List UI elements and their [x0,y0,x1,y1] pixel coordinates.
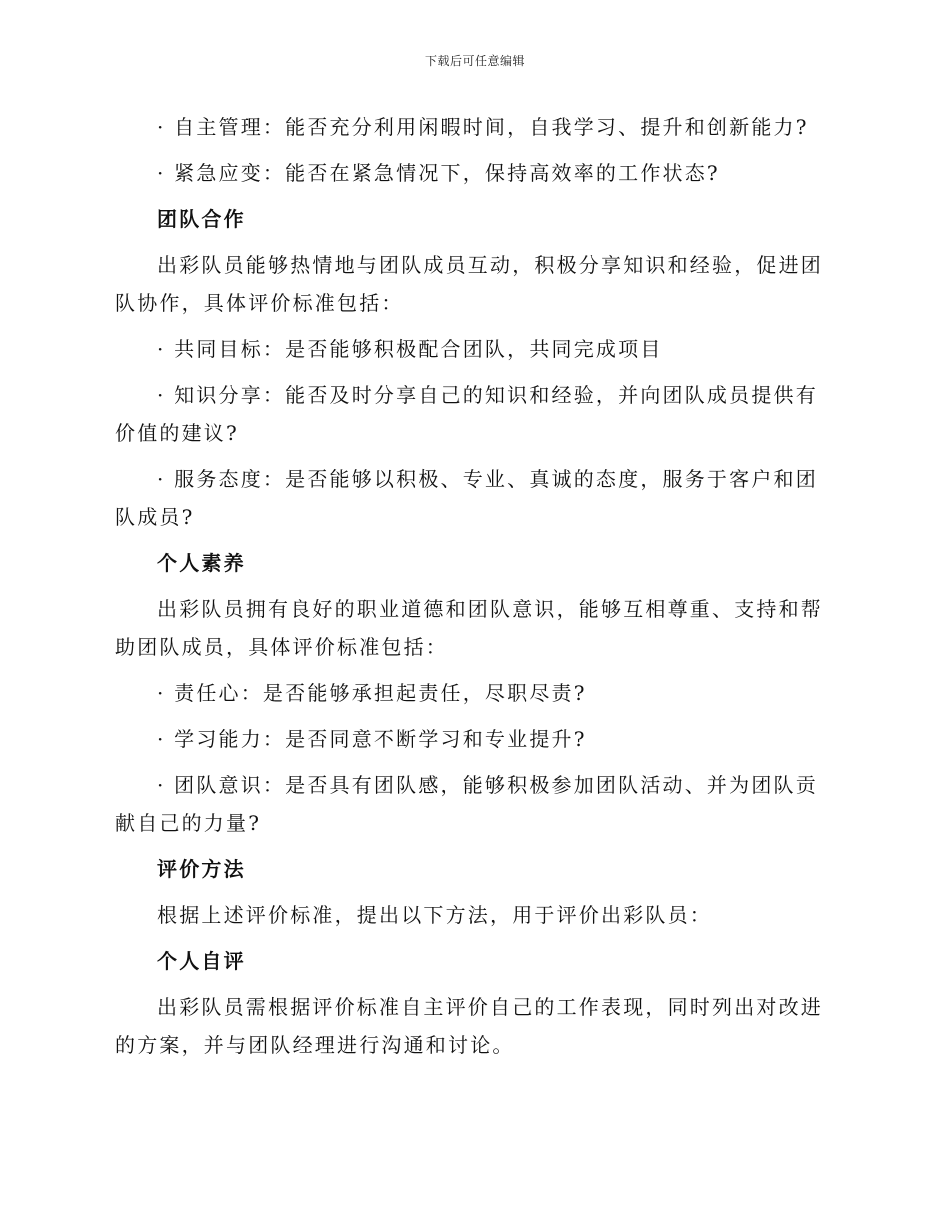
paragraph-self-evaluation: 出彩队员需根据评价标准自主评价自己的工作表现，同时列出对改进的方案，并与团队经理进行沟通和讨论。 [115,995,823,1057]
section-heading-personal-quality: 个人素养 [157,551,246,575]
paragraph-personal-quality-intro: 出彩队员拥有良好的职业道德和团队意识，能够互相尊重、支持和帮助团队成员，具体评价标准包括： [115,597,823,659]
bullet-responsibility: · 责任心：是否能够承担起责任，尽职尽责? [157,681,587,705]
paragraph-evaluation-method: 根据上述评价标准，提出以下方法，用于评价出彩队员： [157,903,712,927]
document-body [115,108,830,1072]
bullet-knowledge-sharing: · 知识分享：能否及时分享自己的知识和经验，并向团队成员提供有价值的建议? [115,383,818,445]
section-heading-evaluation-method: 评价方法 [157,857,246,881]
section-heading-self-evaluation: 个人自评 [157,949,246,973]
bullet-common-goal: · 共同目标：是否能够积极配合团队，共同完成项目 [157,337,663,361]
bullet-service-attitude: · 服务态度：是否能够以积极、专业、真诚的态度，服务于客户和团队成员? [115,467,818,529]
bullet-self-management: · 自主管理：能否充分利用闲暇时间，自我学习、提升和创新能力? [157,115,809,139]
bullet-team-awareness: · 团队意识：是否具有团队感，能够积极参加团队活动、并为团队贡献自己的力量? [115,773,818,835]
section-heading-teamwork: 团队合作 [157,207,246,231]
bullet-learning-ability: · 学习能力：是否同意不断学习和专业提升? [157,727,587,751]
bullet-emergency-response: · 紧急应变：能否在紧急情况下，保持高效率的工作状态? [157,161,720,185]
paragraph-teamwork-intro: 出彩队员能够热情地与团队成员互动，积极分享知识和经验，促进团队协作，具体评价标准包括： [115,253,823,315]
page-header: 下载后可任意编辑 [424,54,525,68]
